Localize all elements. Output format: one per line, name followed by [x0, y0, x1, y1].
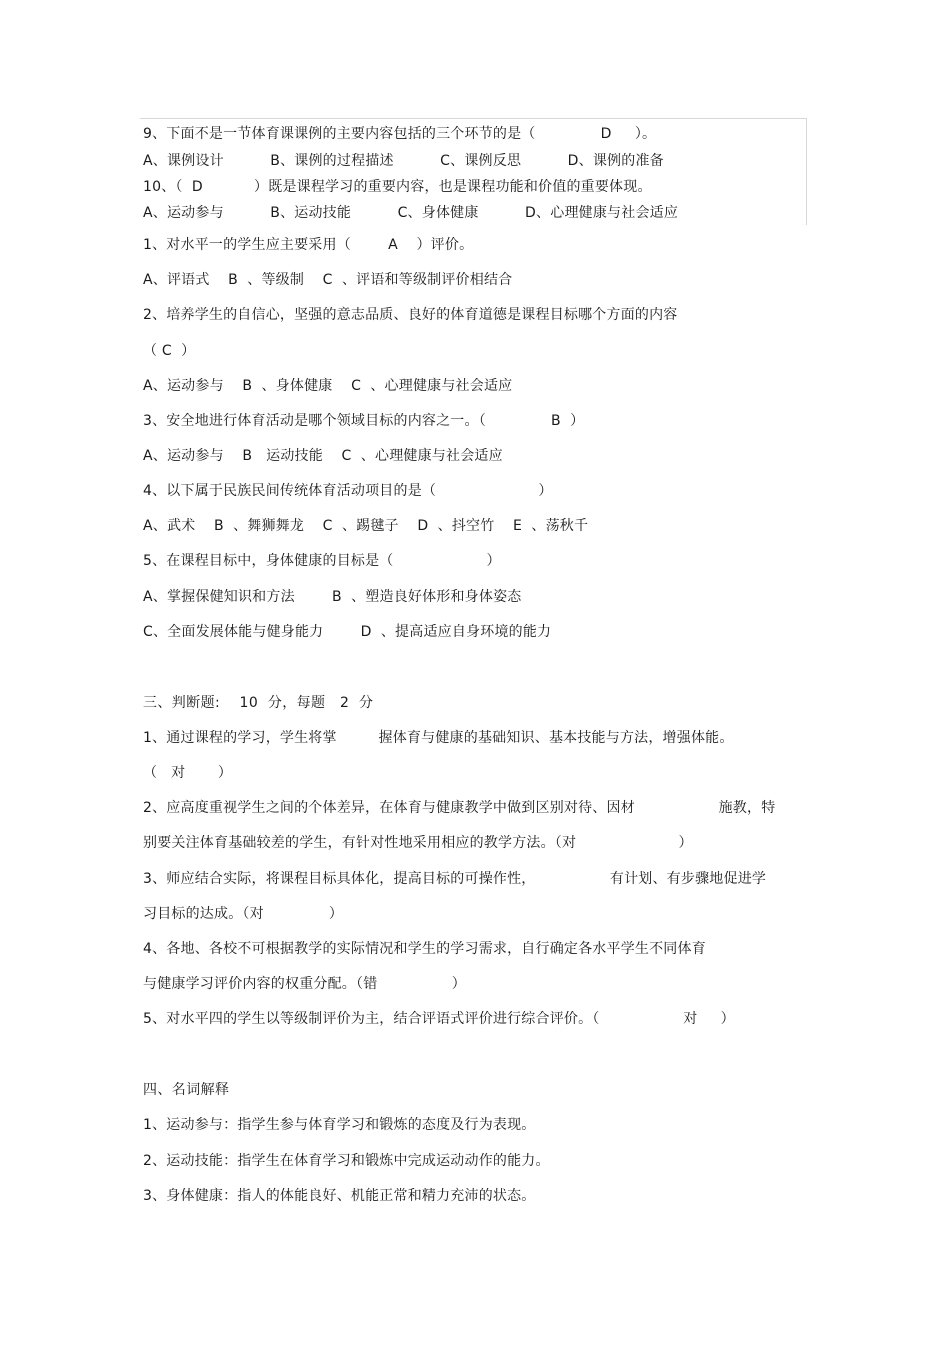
- judgment-line: 1、通过课程的学习，学生将掌 握体育与健康的基础知识、基本技能与方法，增强体能。: [143, 730, 734, 746]
- judgment-line: （ 对 ）: [143, 765, 233, 781]
- question-4: 4、以下属于民族民间传统体育活动项目的是（ ）: [143, 483, 553, 499]
- definition-line: 2、运动技能：指学生在体育学习和锻炼中完成运动动作的能力。: [143, 1153, 550, 1169]
- options-2: A、运动参与 B 、身体健康 C 、心理健康与社会适应: [143, 378, 513, 394]
- question-5: 5、在课程目标中，身体健康的目标是（ ）: [143, 553, 501, 569]
- judgment-line: 与健康学习评价内容的权重分配。（错 ）: [143, 976, 467, 992]
- definition-line: 3、身体健康：指人的体能良好、机能正常和精力充沛的状态。: [143, 1188, 536, 1204]
- question-1: 1、对水平一的学生应主要采用（ A ）评价。: [143, 237, 474, 253]
- options-1: A、评语式 B 、等级制 C 、评语和等级制评价相结合: [143, 272, 513, 288]
- boxed-options-9: A、课例设计 B、课例的过程描述 C、课例反思 D、课例的准备: [143, 153, 664, 169]
- judgment-line: 3、师应结合实际，将课程目标具体化，提高目标的可操作性， 有计划、有步骤地促进学: [143, 871, 767, 887]
- judgment-line: 5、对水平四的学生以等级制评价为主，结合评语式评价进行综合评价。（ 对 ）: [143, 1011, 735, 1027]
- options-4: A、武术 B 、舞狮舞龙 C 、踢毽子 D 、抖空竹 E 、荡秋千: [143, 518, 589, 534]
- question-3: 3、安全地进行体育活动是哪个领域目标的内容之一。（ B ）: [143, 413, 585, 429]
- section-4-heading: 四、名词解释: [143, 1082, 230, 1098]
- judgment-line: 别要关注体育基础较差的学生，有针对性地采用相应的教学方法。（对 ）: [143, 835, 693, 851]
- options-5-ab: A、掌握保健知识和方法 B 、塑造良好体形和身体姿态: [143, 589, 522, 605]
- boxed-question-10: 10、（ D ）既是课程学习的重要内容，也是课程功能和价值的重要体现。: [143, 179, 652, 195]
- definition-line: 1、运动参与：指学生参与体育学习和锻炼的态度及行为表现。: [143, 1117, 536, 1133]
- judgment-line: 4、各地、各校不可根据教学的实际情况和学生的学习需求，自行确定各水平学生不同体育: [143, 941, 706, 957]
- question-2: 2、培养学生的自信心，坚强的意志品质、良好的体育道德是课程目标哪个方面的内容: [143, 307, 678, 323]
- boxed-question-9: 9、下面不是一节体育课课例的主要内容包括的三个环节的是（ D ）。: [143, 126, 657, 142]
- section-3-heading: 三、判断题: 10 分，每题 2 分: [143, 695, 374, 711]
- answer-2: （ C ）: [143, 343, 196, 359]
- boxed-options-10: A、运动参与 B、运动技能 C、身体健康 D、心理健康与社会适应: [143, 205, 679, 221]
- judgment-line: 习目标的达成。（对 ）: [143, 906, 344, 922]
- judgment-line: 2、应高度重视学生之间的个体差异，在体育与健康教学中做到区别对待、因材 施教，特: [143, 800, 776, 816]
- options-3: A、运动参与 B 运动技能 C 、心理健康与社会适应: [143, 448, 503, 464]
- options-5-cd: C、全面发展体能与健身能力 D 、提高适应自身环境的能力: [143, 624, 552, 640]
